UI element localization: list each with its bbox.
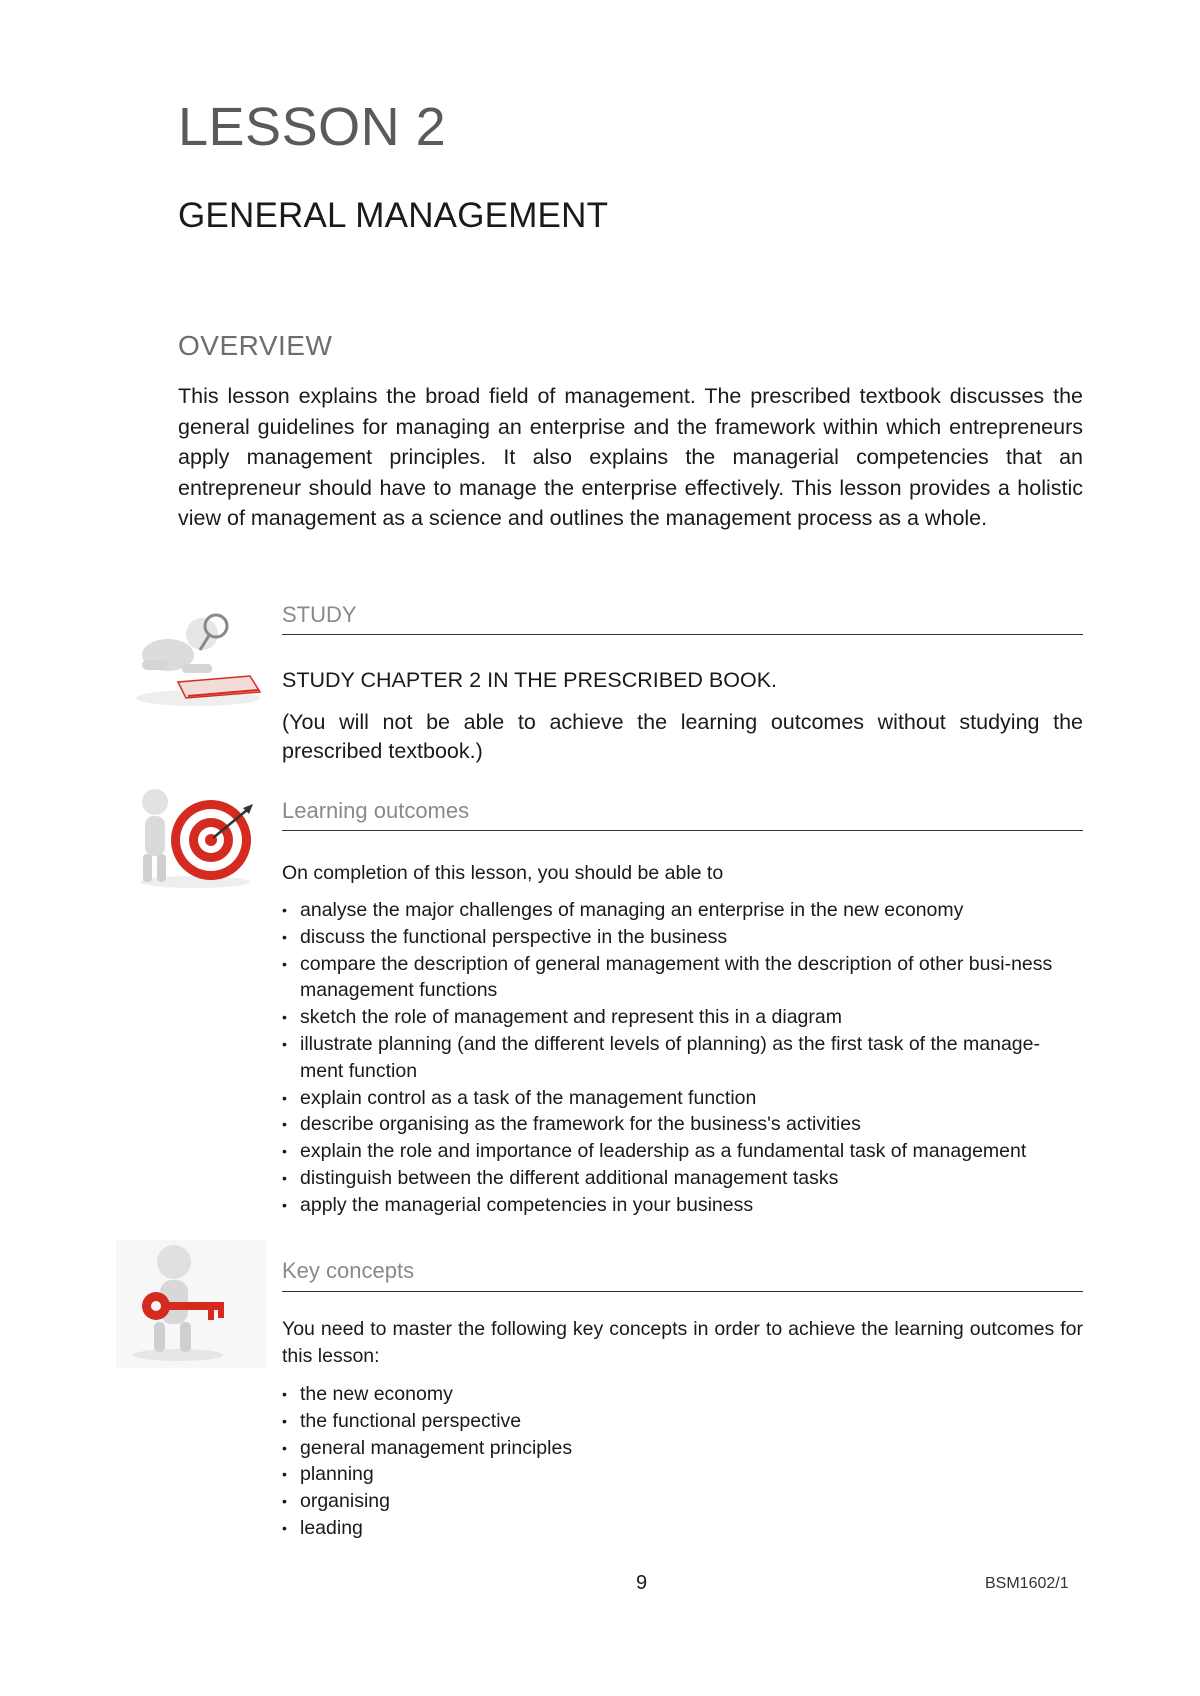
- study-note: (You will not be able to achieve the learning outcomes without studying the prescribed textbook.): [282, 710, 1083, 763]
- module-code: BSM1602/1: [985, 1575, 1069, 1592]
- list-item: • organising: [282, 1488, 1083, 1515]
- key-concepts-divider: [282, 1291, 1083, 1292]
- list-item: • planning: [282, 1461, 1083, 1488]
- page-number: 9: [636, 1572, 648, 1594]
- list-item: • explain the role and importance of leadership as a fundamental task of management: [282, 1138, 1083, 1165]
- list-item: • explain control as a task of the management function: [282, 1085, 1083, 1112]
- overview-text: This lesson explains the broad field of management. The prescribed textbook discusses the general guidelines for managing an enterprise and the framework within which entrepreneurs apply management principles. It also explains the managerial competencies that an entrepreneur should have to manage the enterprise effectively. This lesson provides a holistic view of management as a science and outlines the management process as a whole.: [178, 384, 1083, 530]
- learning-outcomes-list: [282, 897, 1083, 1219]
- list-item: • illustrate planning (and the different levels of planning) as the first task of the manage-ment function: [282, 1031, 1083, 1085]
- study-heading: STUDY: [282, 602, 357, 627]
- list-item: • sketch the role of management and represent this in a diagram: [282, 1004, 1083, 1031]
- key-concepts-list: [282, 1381, 1083, 1542]
- lesson-label: LESSON 2: [178, 97, 447, 157]
- list-item: • discuss the functional perspective in the business: [282, 924, 1083, 951]
- lesson-title: GENERAL MANAGEMENT: [178, 196, 609, 235]
- list-item: • distinguish between the different additional management tasks: [282, 1165, 1083, 1192]
- list-item: • apply the managerial competencies in your business: [282, 1192, 1083, 1219]
- list-item: • the new economy: [282, 1381, 1083, 1408]
- list-item: • leading: [282, 1515, 1083, 1542]
- key-concepts-intro: You need to master the following key concepts in order to achieve the learning outcomes for this lesson:: [282, 1318, 1083, 1367]
- list-item: • describe organising as the framework for the business's activities: [282, 1111, 1083, 1138]
- figure-with-target-icon: [125, 782, 265, 892]
- list-item: • the functional perspective: [282, 1408, 1083, 1435]
- learning-outcomes-heading: Learning outcomes: [282, 798, 470, 823]
- list-item: • analyse the major challenges of managing an enterprise in the new economy: [282, 897, 1083, 924]
- learning-outcomes-intro: On completion of this lesson, you should be able to: [282, 862, 724, 884]
- figure-with-key-icon: [116, 1240, 266, 1368]
- study-divider: [282, 634, 1083, 635]
- learning-outcomes-divider: [282, 830, 1083, 831]
- list-item: • compare the description of general management with the description of other busi-ness management functions: [282, 951, 1083, 1005]
- key-concepts-heading: Key concepts: [282, 1258, 415, 1283]
- list-item: • general management principles: [282, 1435, 1083, 1462]
- study-instruction: STUDY CHAPTER 2 IN THE PRESCRIBED BOOK.: [282, 668, 778, 692]
- figure-reading-book-icon: [128, 600, 268, 710]
- overview-heading: OVERVIEW: [178, 330, 333, 361]
